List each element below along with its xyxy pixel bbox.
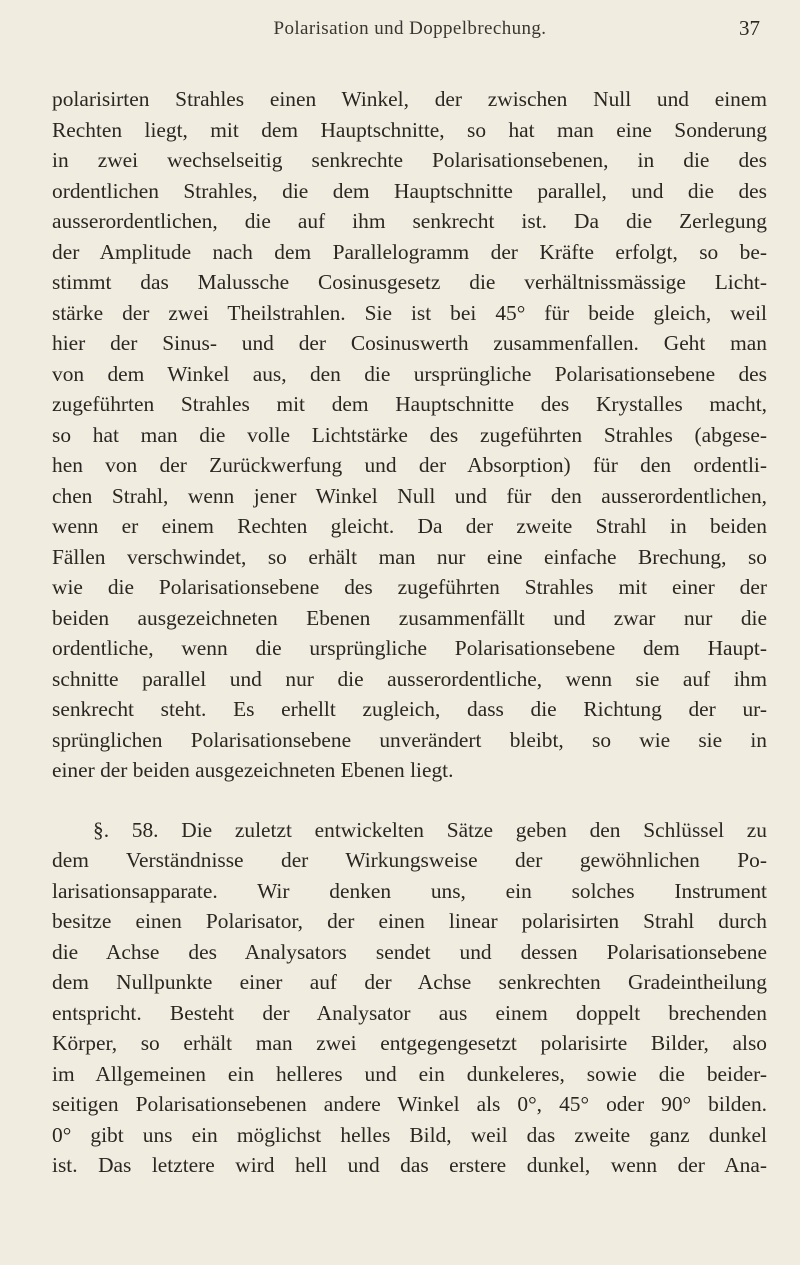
text-line: stimmt das Malussche Cosinusgesetz die verhältnissmässige Licht-: [52, 270, 767, 294]
text-line: ordentlichen Strahles, die dem Hauptschnitte parallel, und die des: [52, 178, 767, 203]
text-line: larisationsapparate. Wir denken uns, ein solches Instrument: [52, 878, 767, 903]
paragraph-2: [52, 815, 767, 1181]
text-line: sprünglichen Polarisationsebene unverändert bleibt, so wie sie in: [52, 727, 767, 752]
text-line: wie die Polarisationsebene des zugeführten Strahles mit einer der: [52, 575, 767, 599]
page-header: [52, 18, 768, 50]
section-heading-line: §. 58. Die zuletzt entwickelten Sätze geben den Schlüssel zu: [93, 817, 767, 842]
text-line: wenn er einem Rechten gleicht. Da der zweite Strahl in beiden: [52, 514, 767, 538]
text-line: senkrecht steht. Es erhellt zugleich, dass die Richtung der ur-: [52, 697, 767, 721]
text-line: ist. Das letztere wird hell und das erstere dunkel, wenn der Ana-: [52, 1153, 767, 1177]
text-line: von dem Winkel aus, den die ursprüngliche Polarisationsebene des: [52, 361, 767, 386]
body-text: [52, 84, 767, 1181]
text-line: die Achse des Analysators sendet und dessen Polarisationsebene: [52, 939, 767, 964]
text-line: dem Nullpunkte einer auf der Achse senkrechten Gradeintheilung: [52, 970, 767, 994]
text-line: hen von der Zurückwerfung und der Absorption) für den ordentli-: [52, 453, 767, 477]
text-line: polarisirten Strahles einen Winkel, der zwischen Null und einem: [52, 87, 767, 111]
text-line: ordentliche, wenn die ursprüngliche Polarisationsebene dem Haupt-: [52, 636, 767, 660]
running-title: Polarisation und Doppelbrechung.: [273, 18, 547, 39]
paragraph-gap: [52, 786, 767, 815]
page-number: 37: [739, 16, 760, 40]
paragraph-1: [52, 84, 767, 786]
text-line: chen Strahl, wenn jener Winkel Null und für den ausserordentlichen,: [52, 483, 767, 508]
text-line: im Allgemeinen ein helleres und ein dunkeleres, sowie die beider-: [52, 1061, 767, 1086]
text-line: schnitte parallel und nur die ausserordentliche, wenn sie auf ihm: [52, 666, 767, 691]
text-line: Körper, so erhält man zwei entgegengesetzt polarisirte Bilder, also: [52, 1031, 767, 1055]
text-line: einer der beiden ausgezeichneten Ebenen liegt.: [52, 758, 454, 782]
text-line: beiden ausgezeichneten Ebenen zusammenfällt und zwar nur die: [52, 605, 767, 630]
text-line: ausserordentlichen, die auf ihm senkrecht ist. Da die Zerlegung: [52, 209, 767, 233]
text-line: besitze einen Polarisator, der einen linear polarisirten Strahl durch: [52, 909, 767, 933]
text-line: zugeführten Strahles mit dem Hauptschnitte des Krystalles macht,: [52, 392, 767, 416]
text-line: dem Verständnisse der Wirkungsweise der gewöhnlichen Po-: [52, 848, 767, 872]
text-line: stärke der zwei Theilstrahlen. Sie ist bei 45° für beide gleich, weil: [52, 300, 767, 325]
text-line: Fällen verschwindet, so erhält man nur eine einfache Brechung, so: [52, 544, 767, 569]
text-line: so hat man die volle Lichtstärke des zugeführten Strahles (abgese-: [52, 422, 767, 447]
text-line: Rechten liegt, mit dem Hauptschnitte, so hat man eine Sonderung: [52, 117, 767, 142]
text-line: entspricht. Besteht der Analysator aus einem doppelt brechenden: [52, 1000, 767, 1025]
text-line: in zwei wechselseitig senkrechte Polarisationsebenen, in die des: [52, 148, 767, 172]
text-line: der Amplitude nach dem Parallelogramm der Kräfte erfolgt, so be-: [52, 239, 767, 264]
text-line: seitigen Polarisationsebenen andere Winkel als 0°, 45° oder 90° bilden.: [52, 1092, 767, 1116]
text-line: 0° gibt uns ein möglichst helles Bild, weil das zweite ganz dunkel: [52, 1122, 767, 1147]
text-line: hier der Sinus- und der Cosinuswerth zusammenfallen. Geht man: [52, 331, 767, 355]
